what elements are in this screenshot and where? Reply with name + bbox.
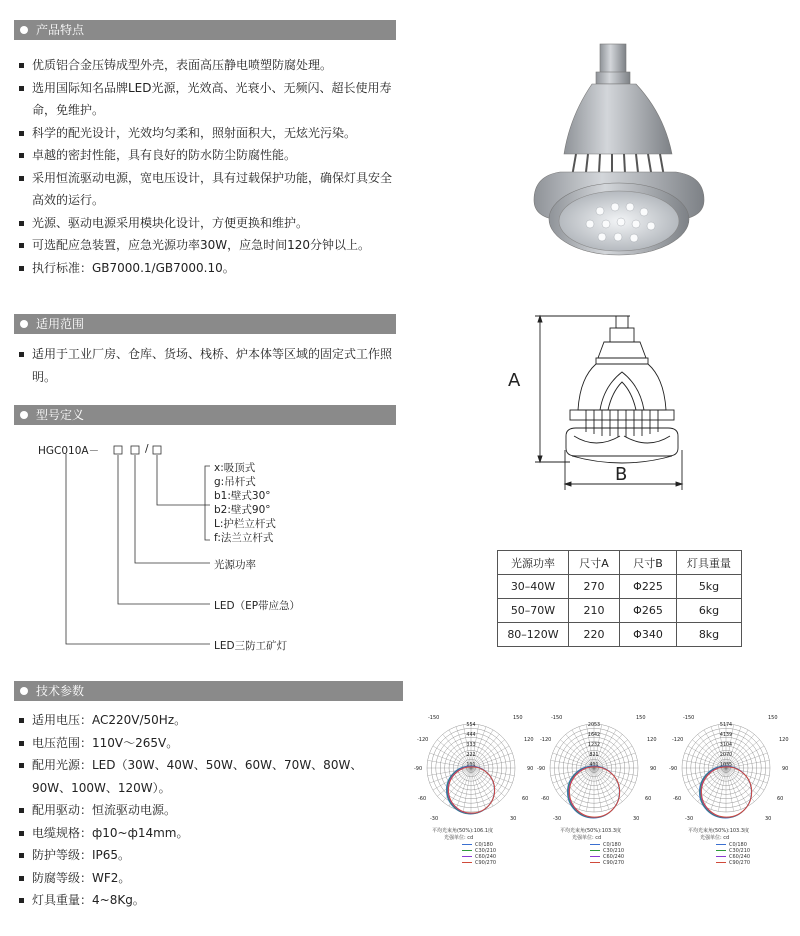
angle-label: -150 (683, 715, 695, 721)
angle-label: -30 (553, 816, 562, 822)
ring-label: 4139 (719, 733, 733, 738)
angle-label: -120 (417, 737, 429, 743)
legend-swatch (462, 850, 472, 851)
table-cell: Φ340 (620, 623, 677, 647)
legend-item (716, 860, 750, 866)
legend-label: C0/180 (729, 842, 747, 848)
ring-label: 222 (466, 753, 476, 758)
section-title: 技术参数 (36, 684, 85, 698)
distribution-curve (702, 767, 752, 817)
list-item: 光源、驱动电源采用模块化设计，方便更换和维护。 (18, 212, 398, 235)
table-cell: 80–120W (498, 623, 569, 647)
emergency-label: LED（EP带应急） (214, 600, 301, 612)
legend-label: C30/210 (603, 848, 625, 854)
intensity-unit: 光强单位: cd (444, 835, 474, 841)
legend-swatch (590, 856, 600, 857)
angle-label: 60 (645, 796, 652, 802)
table-header: 灯具重量 (677, 551, 742, 575)
ring-label: 333 (466, 743, 476, 748)
list-item: 适用电压：AC220V/50Hz。 (18, 709, 398, 732)
list-item: 防护等级：IP65。 (18, 844, 398, 867)
power-label: 光源功率 (214, 559, 256, 571)
angle-label: -120 (540, 737, 552, 743)
list-item: 配用光源：LED（30W、40W、50W、60W、70W、80W、90W、100W、120W）。 (18, 754, 398, 799)
table-cell: 50–70W (498, 599, 569, 623)
legend-label: C0/180 (475, 842, 493, 848)
table-cell: 270 (569, 575, 620, 599)
beam-angle-caption: 平均光束角(50%):103.3度 (688, 828, 750, 834)
legend-label: C0/180 (603, 842, 621, 848)
legend-swatch (716, 862, 726, 863)
legend-label: C90/270 (475, 860, 497, 866)
install-type: x:吸顶式 (214, 462, 256, 474)
model-tree-lines (0, 0, 400, 680)
table-cell: 5kg (677, 575, 742, 599)
legend-label: C90/270 (729, 860, 751, 866)
table-row (498, 575, 742, 599)
angle-label: 120 (647, 737, 657, 743)
table-cell: Φ225 (620, 575, 677, 599)
angle-label: -150 (551, 715, 563, 721)
spec-table (497, 550, 742, 647)
dimension-b-label: B (615, 464, 628, 485)
legend-swatch (462, 862, 472, 863)
ring-label: 5174 (719, 723, 733, 728)
legend-swatch (590, 862, 600, 863)
install-type: f:法兰立杆式 (214, 532, 274, 544)
list-item: 适用于工业厂房、仓库、货场、栈桥、炉本体等区域的固定式工作照明。 (18, 343, 398, 388)
table-cell: 6kg (677, 599, 742, 623)
model-code: HGC010A－ (38, 445, 100, 457)
angle-label: 150 (768, 715, 778, 721)
section-title: 产品特点 (36, 23, 85, 37)
product-name-label: LED三防工矿灯 (214, 640, 288, 652)
legend-label: C60/240 (603, 854, 625, 860)
section-bar-params (14, 681, 403, 701)
intensity-unit: 光强单位: cd (572, 835, 602, 841)
dimension-drawing (500, 300, 720, 500)
params-list (18, 709, 398, 912)
table-cell: 8kg (677, 623, 742, 647)
ring-label: 111 (466, 763, 476, 768)
beam-angle-caption: 平均光束角(50%):103.3度 (560, 828, 622, 834)
legend-label: C60/240 (729, 854, 751, 860)
legend-swatch (590, 850, 600, 851)
install-type: b1:壁式30° (214, 490, 271, 502)
legend-swatch (716, 844, 726, 845)
section-title: 型号定义 (36, 408, 85, 422)
legend-item (462, 860, 496, 866)
angle-label: 30 (765, 816, 772, 822)
polar-diagram (537, 712, 657, 828)
distribution-curve (570, 767, 620, 817)
ring-label: 1232 (587, 743, 601, 748)
table-header: 光源功率 (498, 551, 569, 575)
angle-label: 90 (527, 766, 534, 772)
list-item: 选用国际知名品牌LED光源，光效高、光衰小、无频闪、超长使用寿命，免维护。 (18, 77, 398, 122)
list-item: 防腐等级：WF2。 (18, 867, 398, 890)
table-header-row (498, 551, 742, 575)
angle-label: 150 (636, 715, 646, 721)
table-cell: 210 (569, 599, 620, 623)
angle-label: -90 (537, 766, 546, 772)
angle-label: -60 (418, 796, 427, 802)
ring-label: 821 (589, 753, 599, 758)
list-item: 电缆规格：ф10~ф14mm。 (18, 822, 398, 845)
angle-label: -60 (541, 796, 550, 802)
ring-label: 1642 (587, 733, 601, 738)
install-type: g:吊杆式 (214, 476, 256, 488)
list-item: 电压范围：110V～265V。 (18, 732, 398, 755)
polar-diagram (414, 712, 534, 828)
legend-item (590, 860, 624, 866)
table-header: 尺寸B (620, 551, 677, 575)
table-cell: Φ265 (620, 599, 677, 623)
legend-swatch (716, 850, 726, 851)
angle-label: -30 (685, 816, 694, 822)
legend-label: C90/270 (603, 860, 625, 866)
dimension-a-label: A (508, 370, 521, 391)
angle-label: 90 (650, 766, 657, 772)
bullet-dot-icon (20, 687, 28, 695)
angle-label: 120 (524, 737, 534, 743)
ring-label: 1035 (719, 763, 733, 768)
angle-label: 60 (777, 796, 784, 802)
list-item: 可选配应急装置，应急光源功率30W，应急时间120分钟以上。 (18, 234, 398, 257)
beam-angle-caption: 平均光束角(50%):106.1度 (432, 828, 494, 834)
polar-diagram (669, 712, 789, 828)
angle-label: 150 (513, 715, 523, 721)
product-photo (520, 36, 720, 266)
angle-label: 30 (510, 816, 517, 822)
intensity-unit: 光强单位: cd (700, 835, 730, 841)
ring-label: 444 (466, 733, 476, 738)
ring-label: 554 (466, 723, 476, 728)
angle-label: 30 (633, 816, 640, 822)
list-item: 灯具重量：4~8Kg。 (18, 889, 398, 912)
legend-swatch (462, 856, 472, 857)
install-type: L:护栏立杆式 (214, 518, 276, 530)
angle-label: 90 (782, 766, 789, 772)
table-row (498, 599, 742, 623)
legend-label: C30/210 (475, 848, 497, 854)
legend-swatch (590, 844, 600, 845)
table-cell: 220 (569, 623, 620, 647)
legend-label: C60/240 (475, 854, 497, 860)
ring-label: 2053 (587, 723, 601, 728)
angle-label: -60 (673, 796, 682, 802)
legend-label: C30/210 (729, 848, 751, 854)
list-item: 卓越的密封性能，具有良好的防水防尘防腐性能。 (18, 144, 398, 167)
table-header: 尺寸A (569, 551, 620, 575)
ring-label: 411 (589, 763, 599, 768)
legend-swatch (716, 856, 726, 857)
angle-label: 60 (522, 796, 529, 802)
angle-label: -90 (669, 766, 678, 772)
ring-label: 2070 (719, 753, 733, 758)
list-item: 优质铝合金压铸成型外壳，表面高压静电喷塑防腐处理。 (18, 54, 398, 77)
angle-label: 120 (779, 737, 789, 743)
ring-label: 3104 (719, 743, 733, 748)
table-cell: 30–40W (498, 575, 569, 599)
section-title: 适用范围 (36, 317, 85, 331)
list-item: 采用恒流驱动电源，宽电压设计，具有过载保护功能，确保灯具安全高效的运行。 (18, 167, 398, 212)
angle-label: -30 (430, 816, 439, 822)
angle-label: -90 (414, 766, 423, 772)
table-row (498, 623, 742, 647)
install-type: b2:壁式90° (214, 504, 271, 516)
legend-swatch (462, 844, 472, 845)
list-item: 科学的配光设计，光效均匀柔和，照射面积大，无炫光污染。 (18, 122, 398, 145)
list-item: 执行标准：GB7000.1/GB7000.10。 (18, 257, 398, 280)
model-slash: / (145, 443, 149, 455)
angle-label: -120 (672, 737, 684, 743)
list-item: 配用驱动：恒流驱动电源。 (18, 799, 398, 822)
angle-label: -150 (428, 715, 440, 721)
